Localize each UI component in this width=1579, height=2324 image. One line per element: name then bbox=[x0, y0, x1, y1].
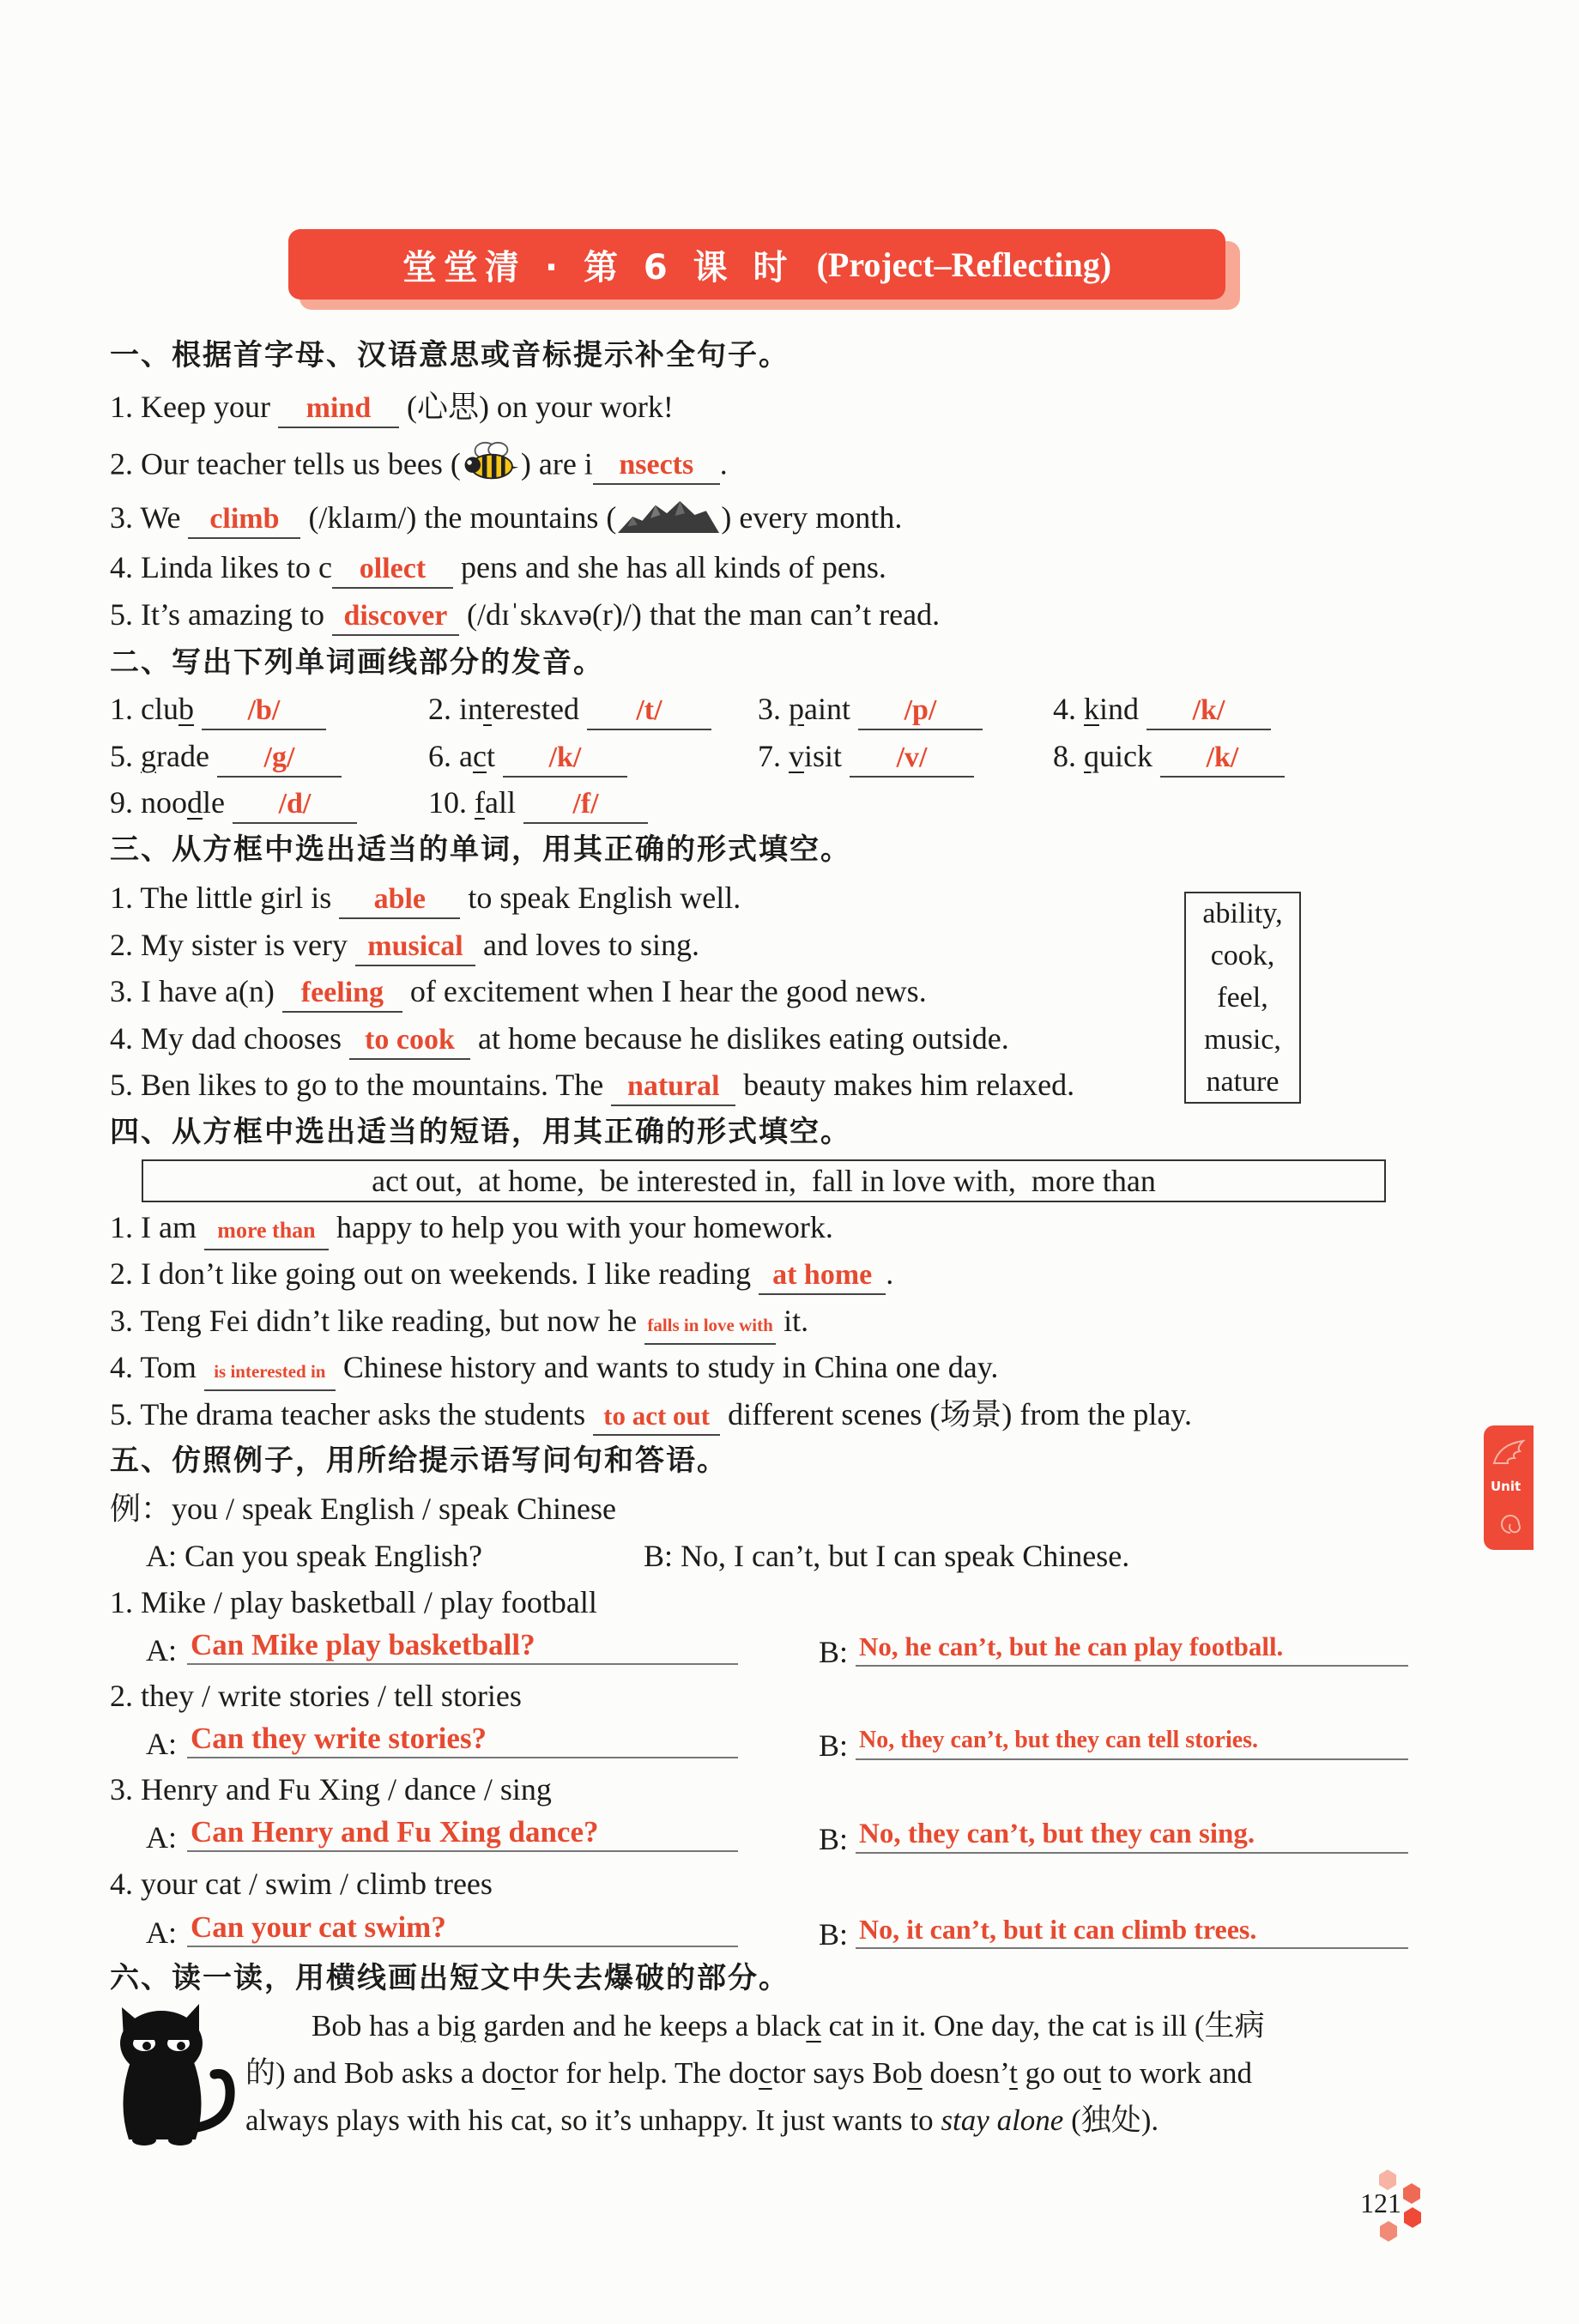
s2-item-10 bbox=[428, 782, 648, 823]
passage-text: Bob has a bi bbox=[312, 2009, 462, 2043]
example-answer: No, I can’t, but I can speak Chinese. bbox=[681, 1539, 1130, 1573]
word-part: rade bbox=[156, 739, 209, 773]
s5-question-1-answer-b: No, he can’t, but he can play football. bbox=[856, 1627, 1408, 1667]
answer-text: feeling bbox=[300, 977, 384, 1008]
word-part: erested bbox=[492, 692, 579, 726]
item-word bbox=[459, 739, 495, 773]
underlined-letter: b bbox=[907, 2056, 923, 2090]
s4-question-1 bbox=[110, 1207, 833, 1248]
underlined-letter: q bbox=[1084, 739, 1099, 773]
answer-blank bbox=[1146, 692, 1271, 730]
answer-blank bbox=[858, 692, 983, 730]
black-cat-illustration bbox=[110, 2000, 239, 2146]
s3-question-5 bbox=[110, 1064, 1074, 1105]
answer-blank bbox=[278, 390, 399, 428]
passage-text: doesn’ bbox=[922, 2056, 1010, 2090]
b-label: B: bbox=[819, 1822, 849, 1856]
answer-text: /k/ bbox=[548, 741, 582, 773]
question-text: 1. I am bbox=[110, 1210, 197, 1244]
s5-question-3-answer-a: Can Henry and Fu Xing dance? bbox=[187, 1813, 738, 1852]
section-5-heading: 五、仿照例子，用所给提示语写问句和答语。 bbox=[110, 1443, 728, 1478]
answer-text: to act out bbox=[603, 1401, 711, 1431]
question-text: (/klaɪm/) the mountains ( bbox=[308, 500, 617, 535]
example-question: Can you speak English? bbox=[185, 1539, 482, 1573]
page-number: 121 bbox=[1360, 2188, 1401, 2218]
question-text: 2. My sister is very bbox=[110, 928, 348, 962]
answer-text: /b/ bbox=[247, 694, 281, 726]
s4-question-3 bbox=[110, 1300, 808, 1341]
s5-question-1-prompt: 1. Mike / play basketball / play football bbox=[110, 1585, 597, 1619]
passage-text: tor says Bo bbox=[771, 2056, 908, 2090]
b-label: B: bbox=[819, 1917, 849, 1952]
question-text: to speak English well. bbox=[468, 881, 741, 915]
answer-blank bbox=[611, 1068, 735, 1106]
s1-question-1 bbox=[110, 386, 674, 427]
underlined-letter: t bbox=[1009, 2056, 1018, 2090]
underlined-letter: p bbox=[789, 692, 804, 726]
s2-item-7 bbox=[758, 735, 974, 777]
s3-question-4 bbox=[110, 1018, 1009, 1059]
underlined-letter: c bbox=[472, 739, 487, 773]
item-word bbox=[141, 785, 225, 820]
answer-text: /v/ bbox=[896, 741, 928, 773]
passage-text: cat in it. One day, the cat is ill (生病 bbox=[820, 2009, 1265, 2043]
item-number: 1. bbox=[110, 692, 133, 726]
s2-item-1 bbox=[110, 688, 326, 729]
s1-question-2 bbox=[110, 441, 728, 482]
s2-item-6 bbox=[428, 735, 627, 777]
answer-text: discover bbox=[343, 600, 448, 632]
s2-item-9 bbox=[110, 782, 357, 823]
a-label: A: bbox=[146, 1539, 177, 1573]
word-part: ind bbox=[1099, 692, 1140, 726]
question-text: and loves to sing. bbox=[482, 928, 699, 962]
word-bank-item: music, bbox=[1204, 1024, 1281, 1056]
question-text: 3. We bbox=[110, 500, 181, 535]
question-text: 5. It’s amazing to bbox=[110, 597, 324, 632]
a-label: A: bbox=[146, 1727, 177, 1761]
word-part: noo bbox=[141, 785, 187, 820]
word-part: le bbox=[203, 785, 225, 820]
question-text: 4. Tom bbox=[110, 1350, 197, 1384]
question-text: it. bbox=[783, 1304, 809, 1338]
answer-blank bbox=[850, 739, 974, 778]
s5-question-4-answer-b: No, it can’t, but it can climb trees. bbox=[856, 1909, 1408, 1949]
answer-blank bbox=[188, 500, 300, 539]
italic-phrase: stay alone bbox=[941, 2103, 1064, 2137]
answer-text: mind bbox=[306, 392, 372, 424]
question-text: 2. I don’t like going out on weekends. I like reading bbox=[110, 1256, 752, 1291]
word-bank-item: cook, bbox=[1210, 940, 1275, 971]
answer-text: /k/ bbox=[1192, 694, 1225, 726]
underlined-letter: f bbox=[475, 785, 485, 820]
a-label: A: bbox=[146, 1633, 177, 1667]
wing-icon bbox=[1491, 1437, 1527, 1472]
question-text: 2. Our teacher tells us bees ( bbox=[110, 446, 461, 481]
answer-blank bbox=[759, 1256, 886, 1295]
answer-blank bbox=[593, 446, 720, 485]
underlined-letter: b bbox=[178, 692, 194, 726]
s5-example-prompt bbox=[110, 1488, 616, 1529]
item-word bbox=[141, 739, 209, 773]
s5-question-3-prompt: 3. Henry and Fu Xing / dance / sing bbox=[110, 1772, 552, 1807]
answer-text: natural bbox=[626, 1070, 720, 1102]
item-word bbox=[141, 692, 194, 726]
answer-blank bbox=[282, 974, 402, 1013]
answer-text: ollect bbox=[359, 553, 427, 584]
s3-question-2 bbox=[110, 924, 699, 965]
underlined-letter: g bbox=[461, 2009, 476, 2043]
answer-text: /g/ bbox=[263, 741, 295, 773]
word-part: t bbox=[486, 739, 495, 773]
section-3-heading: 三、从方框中选出适当的单词，用其正确的形式填空。 bbox=[110, 832, 851, 867]
passage-text: to work and bbox=[1101, 2056, 1253, 2090]
s5-question-4-prompt: 4. your cat / swim / climb trees bbox=[110, 1867, 493, 1901]
bee-icon bbox=[461, 441, 521, 493]
word-part: clu bbox=[141, 692, 178, 726]
item-word bbox=[475, 785, 516, 820]
item-word bbox=[459, 692, 579, 726]
question-text: . bbox=[886, 1256, 894, 1291]
answer-blank bbox=[587, 692, 711, 730]
passage-line-1 bbox=[312, 2006, 1265, 2047]
answer-text: /k/ bbox=[1206, 741, 1239, 773]
word-bank-box bbox=[1184, 892, 1301, 1104]
question-text: (/dɪˈskʌvə(r)/) that the man can’t read. bbox=[466, 597, 941, 632]
question-text: 5. The drama teacher asks the students bbox=[110, 1397, 586, 1431]
answer-text: /t/ bbox=[636, 694, 662, 726]
b-label: B: bbox=[819, 1728, 849, 1763]
question-text: 3. Teng Fei didn’t like reading, but now he bbox=[110, 1304, 638, 1338]
answer-text: musical bbox=[367, 930, 463, 962]
s5-question-2-prompt: 2. they / write stories / tell stories bbox=[110, 1679, 522, 1713]
s5-question-3-answer-b: No, they can’t, but they can sing. bbox=[856, 1814, 1408, 1854]
question-text: Chinese history and wants to study in China one day. bbox=[342, 1350, 999, 1384]
question-text: happy to help you with your homework. bbox=[336, 1210, 833, 1244]
question-text: 4. My dad chooses bbox=[110, 1021, 342, 1056]
s3-question-3 bbox=[110, 971, 927, 1012]
answer-blank bbox=[332, 597, 459, 636]
underlined-letter: v bbox=[789, 739, 804, 773]
question-text: ) every month. bbox=[721, 500, 903, 535]
answer-blank bbox=[355, 928, 475, 966]
answer-text: at home bbox=[772, 1259, 873, 1291]
item-number: 3. bbox=[758, 692, 781, 726]
section-2-heading: 二、写出下列单词画线部分的发音。 bbox=[110, 645, 604, 680]
s2-item-3 bbox=[758, 688, 983, 729]
answer-text: falls in love with bbox=[647, 1315, 773, 1335]
question-text: (心思) on your work! bbox=[406, 390, 674, 424]
answer-text: to cook bbox=[365, 1024, 455, 1056]
underlined-letter: c bbox=[511, 2056, 525, 2090]
answer-blank bbox=[1160, 739, 1285, 778]
question-text: ) are i bbox=[520, 446, 593, 481]
item-number: 9. bbox=[110, 785, 133, 820]
example-label: 例： bbox=[110, 1492, 172, 1526]
word-part: uick bbox=[1099, 739, 1152, 773]
s5-question-2-answer-a: Can they write stories? bbox=[187, 1719, 738, 1758]
item-number: 4. bbox=[1053, 692, 1076, 726]
a-label: A: bbox=[146, 1820, 177, 1855]
answer-text: /p/ bbox=[904, 694, 937, 726]
s3-question-1 bbox=[110, 877, 741, 918]
s5-example-b bbox=[644, 1535, 1129, 1577]
s1-question-5 bbox=[110, 594, 940, 635]
question-text: pens and she has all kinds of pens. bbox=[460, 550, 886, 584]
answer-blank bbox=[204, 1210, 329, 1250]
s4-question-5 bbox=[110, 1394, 1192, 1435]
answer-text: /f/ bbox=[572, 788, 599, 820]
s5-example-a bbox=[146, 1535, 482, 1577]
answer-blank bbox=[332, 550, 453, 589]
underlined-letter: t bbox=[1092, 2056, 1102, 2090]
question-text: 3. I have a(n) bbox=[110, 974, 275, 1008]
title-english: (Project–Reflecting) bbox=[816, 245, 1112, 284]
mountain-icon bbox=[616, 499, 721, 543]
passage-text: always plays with his cat, so it’s unhappy. It just wants to bbox=[245, 2103, 941, 2137]
word-part: aint bbox=[804, 692, 850, 726]
answer-blank bbox=[217, 739, 342, 778]
s1-question-4 bbox=[110, 547, 886, 588]
s5-question-1-answer-a: Can Mike play basketball? bbox=[187, 1625, 738, 1665]
passage-text: garden and he keeps a blac bbox=[475, 2009, 807, 2043]
underlined-letter: t bbox=[483, 692, 493, 726]
passage-text: (独处). bbox=[1063, 2103, 1159, 2137]
answer-blank bbox=[593, 1397, 720, 1436]
s4-question-2 bbox=[110, 1253, 893, 1294]
answer-text: able bbox=[373, 883, 427, 915]
section-1-heading: 一、根据首字母、汉语意思或音标提示补全句子。 bbox=[110, 338, 790, 372]
item-number: 8. bbox=[1053, 739, 1076, 773]
question-text: 5. Ben likes to go to the mountains. The bbox=[110, 1068, 604, 1102]
answer-blank bbox=[233, 785, 357, 824]
word-part: a bbox=[459, 739, 473, 773]
answer-text: nsects bbox=[619, 449, 694, 481]
item-word bbox=[1084, 739, 1152, 773]
b-label: B: bbox=[819, 1635, 849, 1669]
answer-text: /d/ bbox=[278, 788, 312, 820]
s5-question-2-answer-b: No, they can’t, but they can tell stories. bbox=[856, 1721, 1408, 1760]
word-part: isit bbox=[804, 739, 843, 773]
swirl-icon bbox=[1497, 1511, 1523, 1537]
s2-item-2 bbox=[428, 688, 711, 729]
word-part: all bbox=[485, 785, 516, 820]
s5-question-4-answer-a: Can your cat swim? bbox=[187, 1908, 738, 1947]
underlined-letter: d bbox=[187, 785, 203, 820]
passage-text: 的) and Bob asks a do bbox=[245, 2056, 512, 2090]
question-text: of excitement when I hear the good news. bbox=[409, 974, 927, 1008]
section-4-heading: 四、从方框中选出适当的短语，用其正确的形式填空。 bbox=[110, 1115, 851, 1149]
answer-blank bbox=[503, 739, 627, 778]
passage-line-2 bbox=[245, 2053, 1252, 2094]
question-text: . bbox=[719, 446, 728, 481]
s2-item-4 bbox=[1053, 688, 1271, 729]
question-text: beauty makes him relaxed. bbox=[743, 1068, 1075, 1102]
unit-side-tab bbox=[1484, 1425, 1534, 1550]
passage-text: go ou bbox=[1017, 2056, 1093, 2090]
question-text: 4. Linda likes to c bbox=[110, 550, 332, 584]
answer-blank bbox=[204, 1350, 336, 1391]
item-number: 6. bbox=[428, 739, 451, 773]
word-bank-item: feel, bbox=[1217, 982, 1268, 1014]
answer-blank bbox=[644, 1304, 776, 1345]
b-label: B: bbox=[644, 1539, 674, 1573]
answer-text: more than bbox=[217, 1218, 316, 1243]
s2-item-8 bbox=[1053, 735, 1285, 777]
underlined-letter: k bbox=[1084, 692, 1099, 726]
item-word bbox=[1084, 692, 1139, 726]
item-word bbox=[789, 692, 850, 726]
item-number: 7. bbox=[758, 739, 781, 773]
answer-blank bbox=[202, 692, 326, 730]
a-label: A: bbox=[146, 1915, 177, 1950]
underlined-letter: k bbox=[806, 2009, 821, 2043]
item-word bbox=[789, 739, 842, 773]
underlined-letter: g bbox=[141, 739, 156, 773]
answer-text: is interested in bbox=[214, 1361, 326, 1382]
phrase-bank-box: act out, at home, be interested in, fall in love with, more than bbox=[142, 1159, 1386, 1202]
question-text: at home because he dislikes eating outside. bbox=[477, 1021, 1009, 1056]
answer-blank bbox=[349, 1021, 470, 1060]
answer-blank bbox=[523, 785, 648, 824]
word-bank-item: nature bbox=[1206, 1066, 1280, 1098]
item-number: 10. bbox=[428, 785, 467, 820]
question-text: 1. The little girl is bbox=[110, 881, 332, 915]
passage-line-3 bbox=[245, 2100, 1159, 2141]
example-prompt-text: you / speak English / speak Chinese bbox=[172, 1492, 616, 1526]
passage-text: tor for help. The do bbox=[524, 2056, 759, 2090]
unit-tab-label: Unit bbox=[1491, 1479, 1522, 1494]
answer-blank bbox=[339, 881, 460, 919]
s2-item-5 bbox=[110, 735, 342, 777]
question-text: different scenes (场景) from the play. bbox=[728, 1397, 1192, 1431]
item-number: 5. bbox=[110, 739, 133, 773]
answer-text: climb bbox=[209, 503, 280, 535]
s4-question-4 bbox=[110, 1347, 998, 1388]
question-text: 1. Keep your bbox=[110, 390, 270, 424]
word-bank-item: ability, bbox=[1202, 898, 1283, 929]
underlined-letter: c bbox=[759, 2056, 772, 2090]
section-6-heading: 六、读一读，用横线画出短文中失去爆破的部分。 bbox=[110, 1961, 790, 1995]
word-part: in bbox=[459, 692, 484, 726]
item-number: 2. bbox=[428, 692, 451, 726]
title-banner bbox=[288, 229, 1225, 300]
s1-question-3 bbox=[110, 497, 902, 538]
title-chinese: 堂堂清 · 第 6 课 时 bbox=[402, 247, 795, 287]
